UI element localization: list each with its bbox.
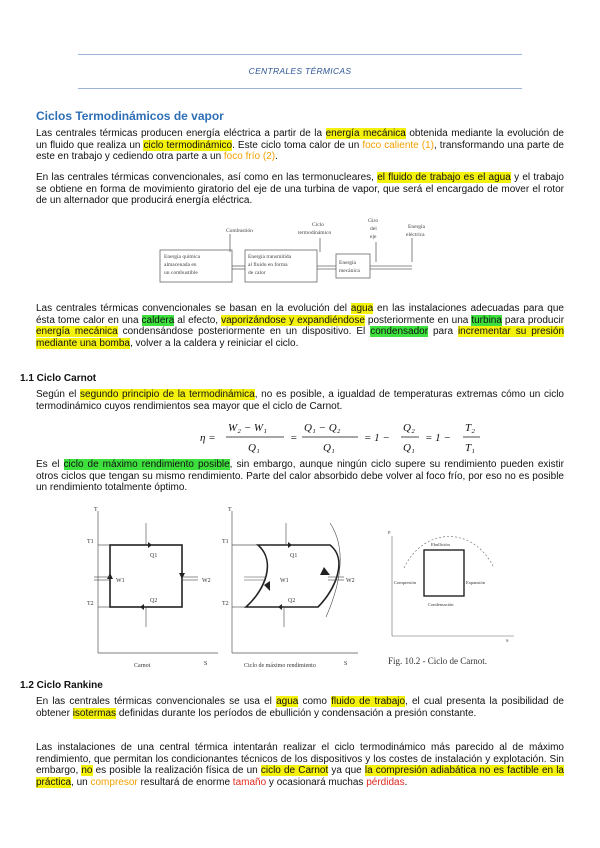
paragraph-conventional	[36, 303, 564, 349]
carnot-t1: T1	[87, 539, 94, 545]
highlight: no	[81, 765, 93, 777]
energy-flow-diagram	[150, 216, 450, 288]
label-mech-1: Energía	[339, 260, 357, 266]
eq-den2: Q₁	[323, 442, 335, 454]
text: definidas durante los períodos de ebullición y condensación a presión constante.	[116, 707, 477, 719]
carnot-w1: W1	[116, 578, 125, 584]
eq-num1: W₂ − W₁	[228, 422, 267, 434]
maxrend-w2: W2	[346, 578, 355, 584]
label-electric-1: Energía	[408, 224, 426, 230]
highlight: el fluido de trabajo es el agua	[377, 172, 511, 183]
label-cycle-1: Ciclo	[312, 222, 324, 228]
text: En las centrales térmicas convencionales, así como en las termonucleares,	[36, 172, 378, 183]
carnot-q2: Q2	[150, 598, 158, 604]
label-cycle-2: termodinámico	[298, 230, 332, 236]
carnot-axis-t: T	[94, 507, 98, 513]
subsection-carnot-title: 1.1 Ciclo Carnot	[20, 373, 97, 384]
paragraph-installations	[36, 742, 564, 788]
text: , sin embargo, aunque ningún ciclo supere su rendimiento pueden existir otros ciclos que tengan su mismo rendimiento. Parte del calor absorbido debe volver al foco frío, por eso no es posible un rendimiento totalmente óptimo.	[36, 459, 564, 494]
text: obtenida mediante la evolución de un fluido que realiza un	[36, 128, 564, 151]
label-shaft-3: eje	[370, 234, 377, 240]
text: Las instalaciones de una central térmica intentarán realizar el ciclo termodinámico más parecido al de máximo rendimiento, que permitan los condicionantes técnicos de los dispositivos y los costes de instalación y explotación. Sin embargo,	[36, 742, 564, 777]
label-heat-1: Energía transmitida	[248, 254, 292, 260]
label-shaft-2: del	[370, 226, 377, 232]
pv-axis-s: S	[506, 638, 509, 643]
text: , volver a la caldera y reiniciar el ciclo.	[129, 337, 299, 349]
label-chemical-2: almacenada en	[164, 262, 197, 268]
highlight-green: turbina	[471, 314, 502, 326]
paragraph-water	[36, 172, 564, 207]
header-rule-bottom	[78, 88, 522, 89]
highlight: incrementar su presión mediante una bomba	[36, 326, 565, 349]
carnot-ts-diagram	[86, 503, 222, 673]
maxrend-caption: Ciclo de máximo rendimiento	[244, 663, 316, 669]
label-mech-2: mecánica	[339, 268, 360, 274]
text: resultará de enorme	[137, 776, 233, 788]
text: En las centrales térmicas convencionales se usa el	[36, 696, 277, 707]
text: como	[298, 696, 332, 707]
highlight-green: condensador	[370, 326, 429, 338]
paragraph-intro	[36, 128, 564, 163]
eq-num3: Q₂	[403, 422, 415, 434]
pv-right-label: Expansión	[466, 580, 485, 585]
maxrend-q2: Q2	[288, 598, 296, 604]
maxrend-t1: T1	[222, 539, 229, 545]
text: . Este ciclo toma calor de un	[232, 139, 363, 151]
maxrend-axis-s: S	[344, 661, 348, 667]
header-rule-top	[78, 54, 522, 55]
text: Es el	[36, 459, 64, 470]
text: ya que	[328, 765, 365, 777]
eq-num4: T₂	[465, 422, 475, 434]
label-electric-2: eléctrica	[406, 232, 425, 238]
carnot-cycle-box	[110, 545, 182, 607]
text: es posible la realización física de un	[92, 765, 261, 777]
text: Según el	[36, 389, 81, 400]
eq-one-minus1: = 1 −	[364, 432, 390, 444]
maxrend-w1: W1	[280, 578, 289, 584]
orange-text: foco caliente (1)	[362, 139, 434, 151]
subsection-rankine-title: 1.2 Ciclo Rankine	[20, 680, 103, 691]
highlight: ciclo de Carnot	[260, 765, 329, 777]
eq-one-minus2: = 1 −	[425, 432, 451, 444]
carnot-w2: W2	[202, 578, 211, 584]
highlight: segundo principio de la termodinámica	[80, 389, 255, 400]
section-title: Ciclos Termodinámicos de vapor	[36, 109, 224, 123]
highlight: la compresión adiabática no es factible en la práctica	[36, 765, 564, 788]
text: al efecto,	[174, 314, 222, 326]
pv-axis-p: P	[388, 530, 391, 535]
max-efficiency-ts-diagram	[222, 503, 362, 673]
orange-text: foco frío (2)	[223, 151, 276, 163]
text: y ocasionará muchas	[266, 776, 367, 788]
text: y el trabajo se obtiene en forma de movimiento giratorio del eje de una turbina de vapor, que será el encargado de mover el rotor de un alternador que producirá energía eléctrica.	[36, 172, 564, 207]
text: .	[404, 776, 408, 788]
text: Las centrales térmicas convencionales se basan en la evolución del	[36, 303, 351, 314]
pv-top-label: Ebullición	[431, 542, 450, 547]
maxrend-q1: Q1	[290, 553, 298, 559]
highlight: energía mecánica	[36, 326, 118, 338]
highlight-green: ciclo de máximo rendimiento posible	[63, 459, 230, 470]
carnot-q1: Q1	[150, 553, 158, 559]
pv-left-label: Compresión	[394, 580, 416, 585]
carnot-t2: T2	[87, 601, 94, 607]
highlight: agua	[276, 696, 299, 707]
text: , no es posible, a igualdad de temperaturas extremas cómo un ciclo termodinámico cuyos rendimientos sea mayor que el ciclo de Carnot.	[36, 389, 564, 412]
paragraph-max-efficiency	[36, 459, 564, 494]
carnot-caption: Carnot	[134, 663, 151, 669]
maxrend-axis-t: T	[228, 507, 232, 513]
label-shaft-1: Giro	[368, 218, 379, 224]
eq-den1: Q₁	[248, 442, 260, 454]
maxrend-t2: T2	[222, 601, 229, 607]
page-header: CENTRALES TÉRMICAS	[248, 66, 352, 76]
red-text: tamaño	[232, 776, 267, 788]
highlight: ciclo termodinámico	[143, 139, 233, 151]
paragraph-carnot	[36, 389, 564, 412]
highlight: fluido de trabajo	[331, 696, 406, 707]
pv-caption: Fig. 10.2 - Ciclo de Carnot.	[388, 656, 487, 666]
red-text: pérdidas	[366, 776, 405, 788]
text: , un	[71, 776, 91, 788]
label-combustion: Combustión	[226, 228, 253, 234]
text: en las instalaciones adecuadas para que ésta tome calor en una	[36, 303, 564, 326]
eq-den4: T₁	[465, 442, 475, 454]
highlight: agua	[350, 303, 374, 314]
text: para producir	[501, 314, 565, 326]
eq-num2: Q₁ − Q₂	[304, 422, 341, 434]
pv-bottom-label: Condensación	[428, 602, 454, 607]
highlight: isotermas	[72, 707, 117, 719]
label-heat-3: de calor	[248, 270, 266, 276]
text: , transformando una parte de este en trabajo y cediendo otra parte a un	[36, 139, 564, 163]
box-mechanical-energy	[336, 254, 370, 278]
text: para	[428, 326, 458, 338]
text: condensándose posteriormente en un dispositivo. El	[117, 326, 371, 338]
paragraph-rankine	[36, 696, 564, 719]
eq-sign1: =	[290, 432, 298, 444]
label-heat-2: al fluido en forma	[248, 262, 288, 268]
text: posteriormente en una	[364, 314, 472, 326]
orange-text: compresor	[90, 776, 138, 788]
text: Las centrales térmicas producen energía eléctrica a partir de la	[36, 128, 326, 139]
text: , el cual presenta la posibilidad de obtener	[36, 696, 564, 719]
eq-den3: Q₁	[403, 442, 415, 454]
eq-eta: η =	[200, 432, 216, 444]
carnot-axis-s: S	[204, 661, 208, 667]
text: .	[275, 151, 278, 163]
label-chemical-1: Energía química	[164, 254, 201, 260]
efficiency-equation	[200, 416, 500, 458]
highlight: vaporizándose y expandiéndose	[221, 314, 365, 326]
label-chemical-3: un combustible	[164, 270, 198, 276]
highlight-green: caldera	[141, 314, 175, 326]
highlight: energía mecánica	[325, 128, 406, 139]
pv-cycle-box	[424, 550, 464, 596]
carnot-pv-diagram	[384, 528, 524, 673]
